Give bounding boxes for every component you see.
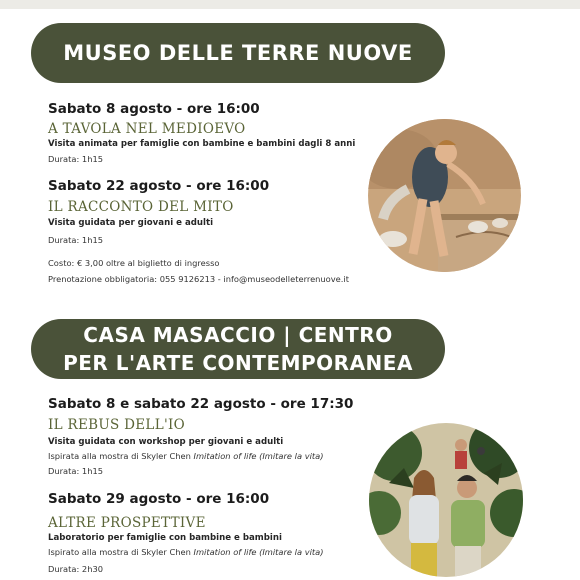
contemporary-painting-image xyxy=(369,423,523,577)
museum-banner-title: MUSEO DELLE TERRE NUOVE xyxy=(63,41,413,65)
fresco-painting-image xyxy=(368,119,521,272)
event-duration: Durata: 2h30 xyxy=(48,564,104,574)
event-date: Sabato 22 agosto - ore 16:00 xyxy=(48,178,270,194)
top-band xyxy=(0,0,580,9)
event-description: Laboratorio per famiglie con bambine e bambini xyxy=(48,533,282,543)
inspiration-work: Imitation of life (Imitare la vita) xyxy=(193,451,324,461)
event-inspiration xyxy=(48,451,324,461)
event-duration: Durata: 1h15 xyxy=(48,154,104,164)
event-date: Sabato 29 agosto - ore 16:00 xyxy=(48,491,270,507)
event-title: IL REBUS DELL'IO xyxy=(48,417,185,433)
event-title: IL RACCONTO DEL MITO xyxy=(48,199,234,215)
inspiration-prefix: Ispirato alla mostra di Skyler Chen xyxy=(48,547,194,557)
inspiration-work: Imitation of life (Imitare la vita) xyxy=(193,547,324,557)
casa-masaccio-banner-line2: PER L'ARTE CONTEMPORANEA xyxy=(63,351,413,375)
cost-info: Costo: € 3,00 oltre al biglietto di ingresso xyxy=(48,258,220,268)
museum-banner xyxy=(31,23,445,83)
event-description: Visita guidata con workshop per giovani e adulti xyxy=(48,437,284,447)
inspiration-prefix: Ispirata alla mostra di Skyler Chen xyxy=(48,451,194,461)
event-title: A TAVOLA NEL MEDIOEVO xyxy=(48,121,246,137)
booking-info: Prenotazione obbligatoria: 055 9126213 - info@museodelleterrenuove.it xyxy=(48,274,349,284)
event-duration: Durata: 1h15 xyxy=(48,466,104,476)
event-description: Visita animata per famiglie con bambine e bambini dagli 8 anni xyxy=(48,139,356,149)
casa-masaccio-banner-line1: CASA MASACCIO | CENTRO xyxy=(83,323,393,347)
event-title: ALTRE PROSPETTIVE xyxy=(48,515,206,531)
event-description: Visita guidata per giovani e adulti xyxy=(48,218,214,228)
event-date: Sabato 8 e sabato 22 agosto - ore 17:30 xyxy=(48,396,354,412)
event-date: Sabato 8 agosto - ore 16:00 xyxy=(48,101,260,117)
event-duration: Durata: 1h15 xyxy=(48,235,104,245)
casa-masaccio-banner xyxy=(31,319,445,379)
event-inspiration xyxy=(48,547,324,557)
